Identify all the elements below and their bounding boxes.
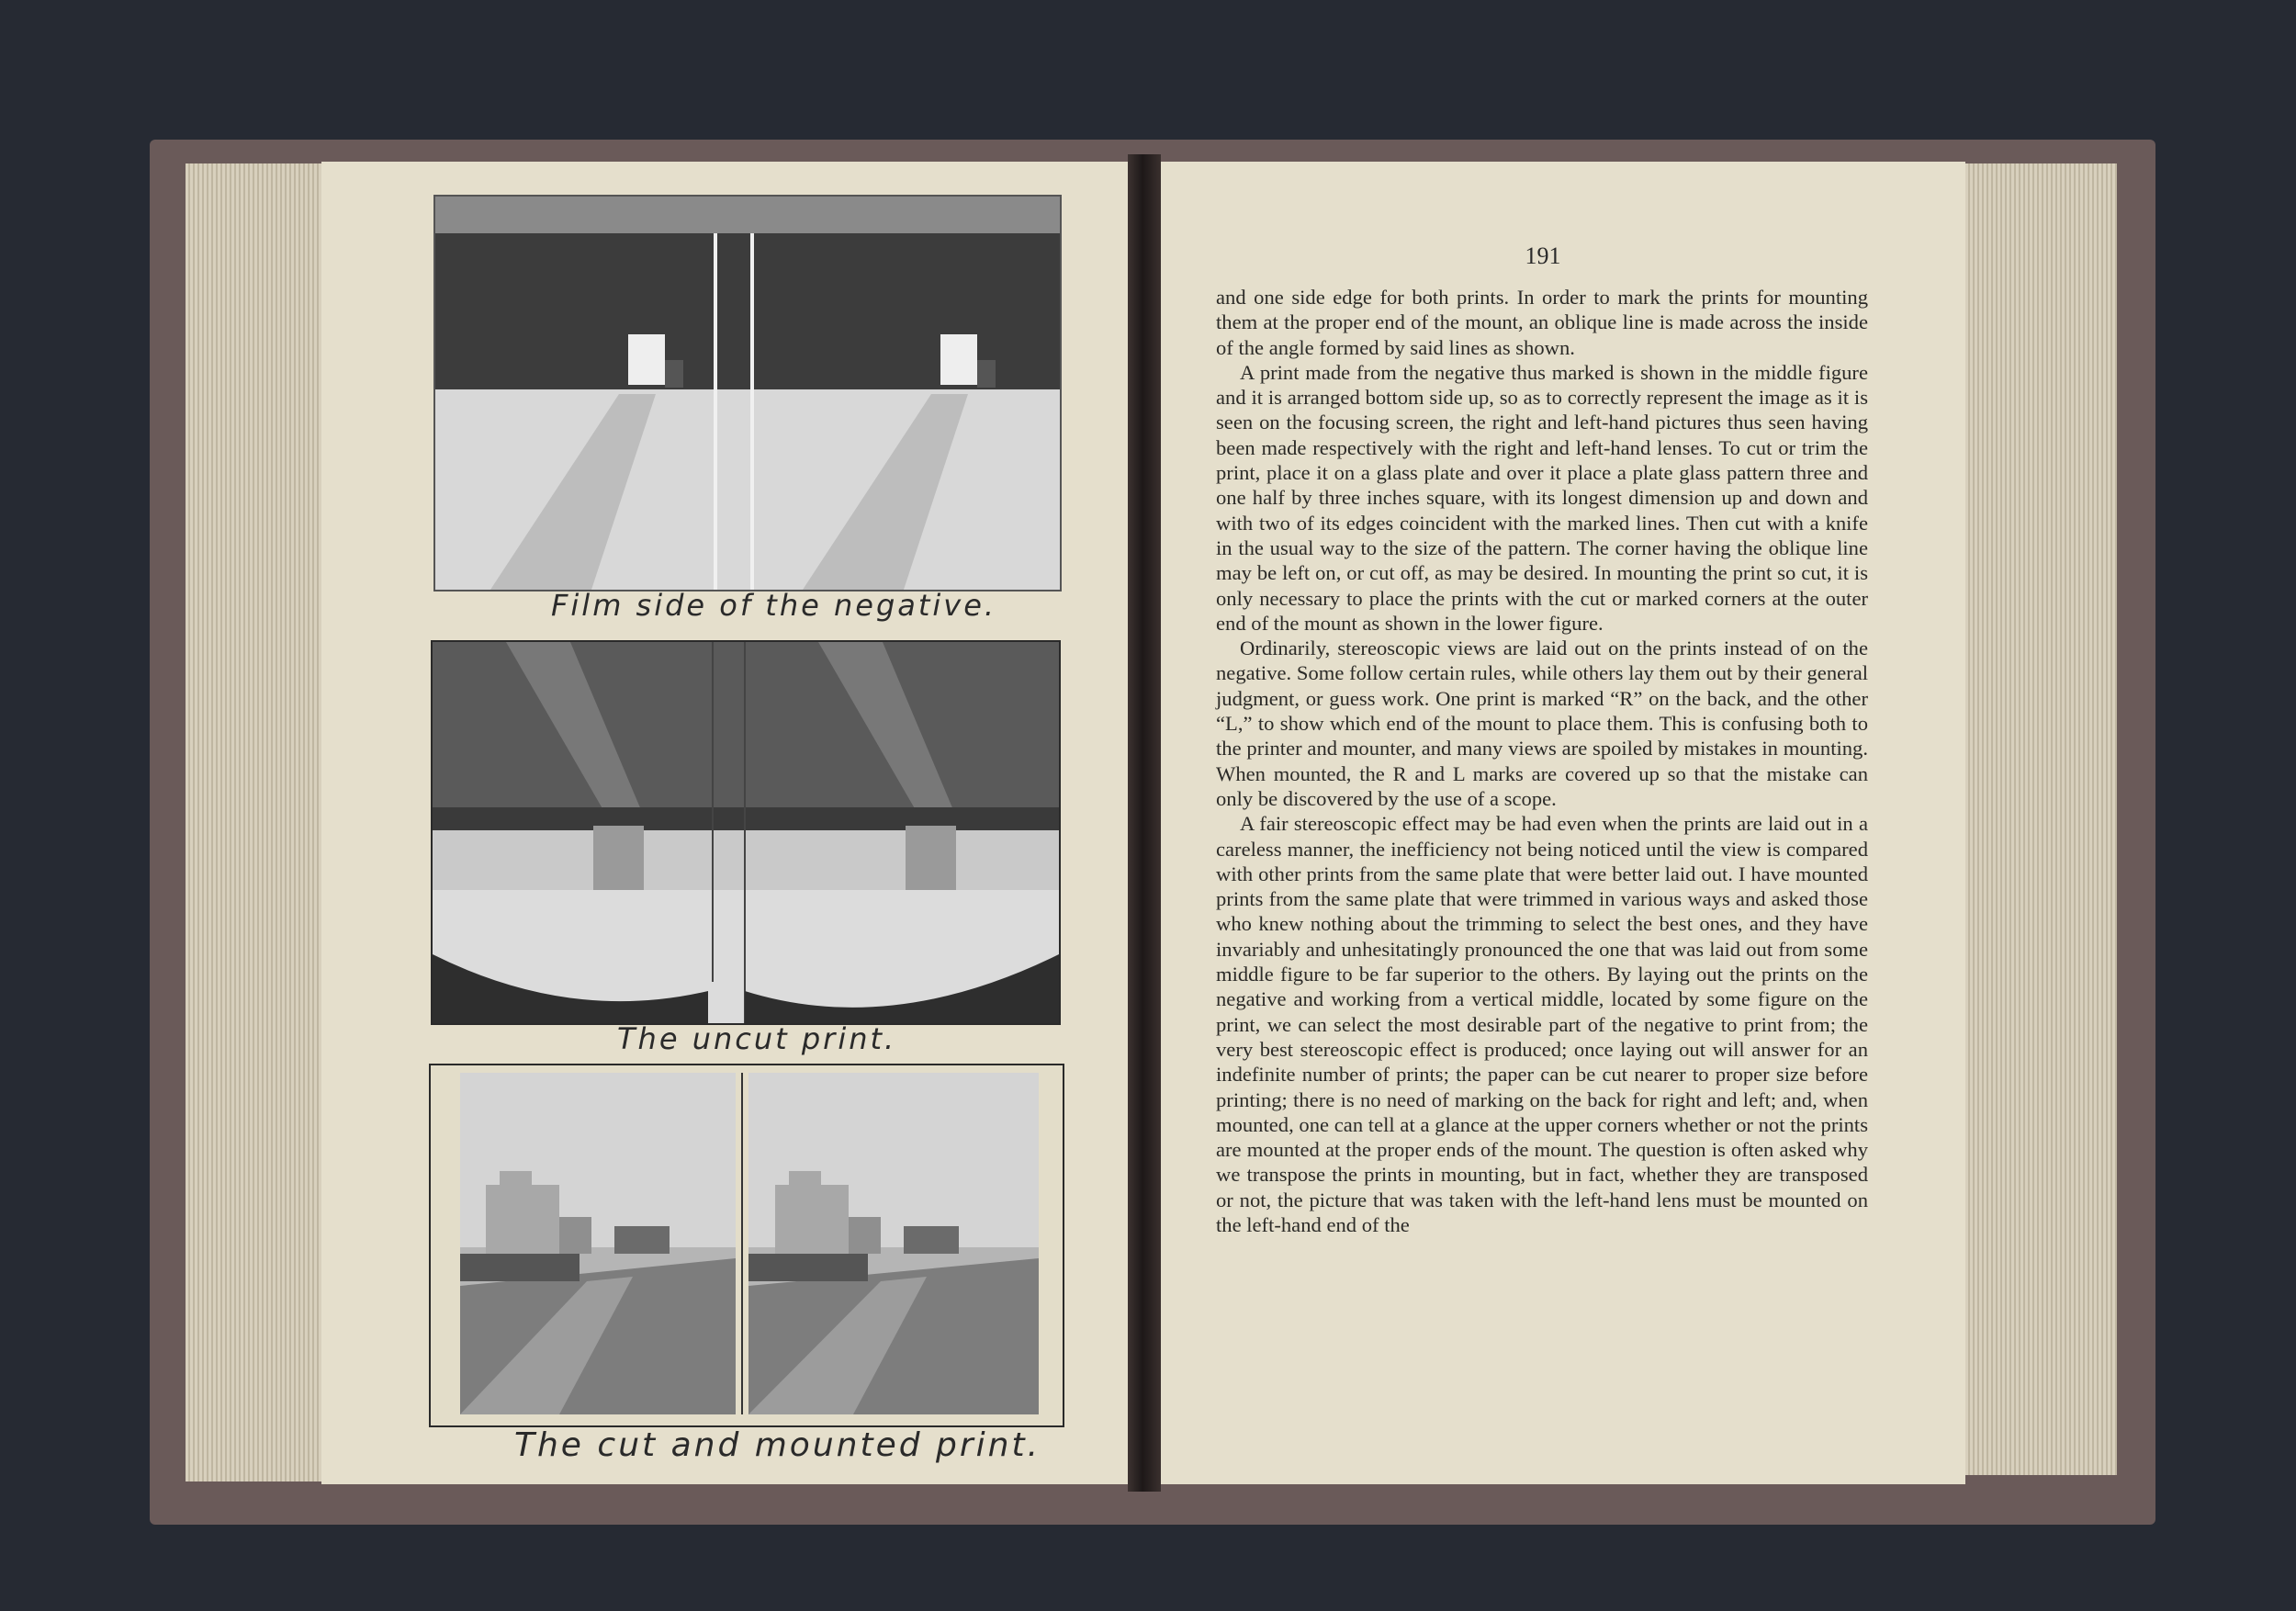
negative-plate <box>433 195 1062 591</box>
uncut-print-plate <box>431 640 1061 1025</box>
paragraph: A print made from the negative thus marked is shown in the middle figure and it is arranged bottom side up, so as to correctly represent the image as it is seen on the focusing screen, the right and left-hand pictures thus seen having been made respectively with the right and left-hand lenses. To cut or trim the print, place it on a glass plate and over it place a plate glass pattern three and one half by three inches square, with its longest dimension up and down and with two of its edges coincident with the marked lines. Then cut with a knife in the usual way to the size of the pattern. The corner having the oblique line may be left on, or cut off, as may be desired. In mounting the print so cut, it is only necessary to place the prints with the cut or marked corners at the outer end of the mount as shown in the lower figure. <box>1216 360 1868 635</box>
plate-caption-mounted: The cut and mounted print. <box>514 1426 1041 1464</box>
page-edges-right <box>1965 163 2117 1475</box>
negative-stereo-image <box>435 197 1060 590</box>
body-text <box>1216 285 1868 1237</box>
page-edges-left <box>186 163 342 1481</box>
book-spine-gutter <box>1128 154 1161 1492</box>
plate-caption-negative: Film side of the negative. <box>551 588 997 623</box>
paragraph: A fair stereoscopic effect may be had even when the prints are laid out in a careless manner, the inefficiency not being noticed until the view is compared with other prints from the same plate that were better laid out. I have mounted prints from the same plate that were trimmed in various ways and asked those who knew nothing about the trimming to select the best ones, and they have invariably and unhesitatingly pronounced the one that was laid out from some middle figure to be far superior to the others. By laying out the prints on the negative and working from a vertical middle, located by some figure on the print, we can select the most desirable part of the negative to print from; the very best stereoscopic effect is produced; once laying out will answer for an indefinite number of prints; the paper can be cut nearer to proper size before printing; there is no need of marking on the back for right and left; and, when mounted, one can tell at a glance at the upper corners whether or not the prints are mounted at the proper ends of the mount. The question is often asked why we transpose the prints in mounting, but in fact, whether they are transposed or not, the picture that was taken with the left-hand lens must be mounted on the left-hand end of the <box>1216 812 1868 1236</box>
paragraph: and one side edge for both prints. In order to mark the prints for mounting them at the proper end of the mount, an oblique line is made across the inside of the angle formed by said lines as shown. <box>1216 286 1868 359</box>
mounted-stereo-image <box>431 1065 1063 1425</box>
uncut-stereo-image <box>433 642 1059 1023</box>
mounted-print-plate <box>429 1064 1064 1427</box>
plate-caption-uncut: The uncut print. <box>617 1021 897 1056</box>
paragraph: Ordinarily, stereoscopic views are laid out on the prints instead of on the negative. Some follow certain rules, while others lay them out by their general judgment, or guess work. One print is marked “R” on the back, and the other “L,” to show which end of the mount to place them. This is confusing both to the printer and mounter, and many views are spoiled by mistakes in mounting. When mounted, the R and L marks are covered up so that the mistake can only be discovered by the use of a scope. <box>1216 637 1868 810</box>
page-number: 191 <box>1525 242 1561 269</box>
